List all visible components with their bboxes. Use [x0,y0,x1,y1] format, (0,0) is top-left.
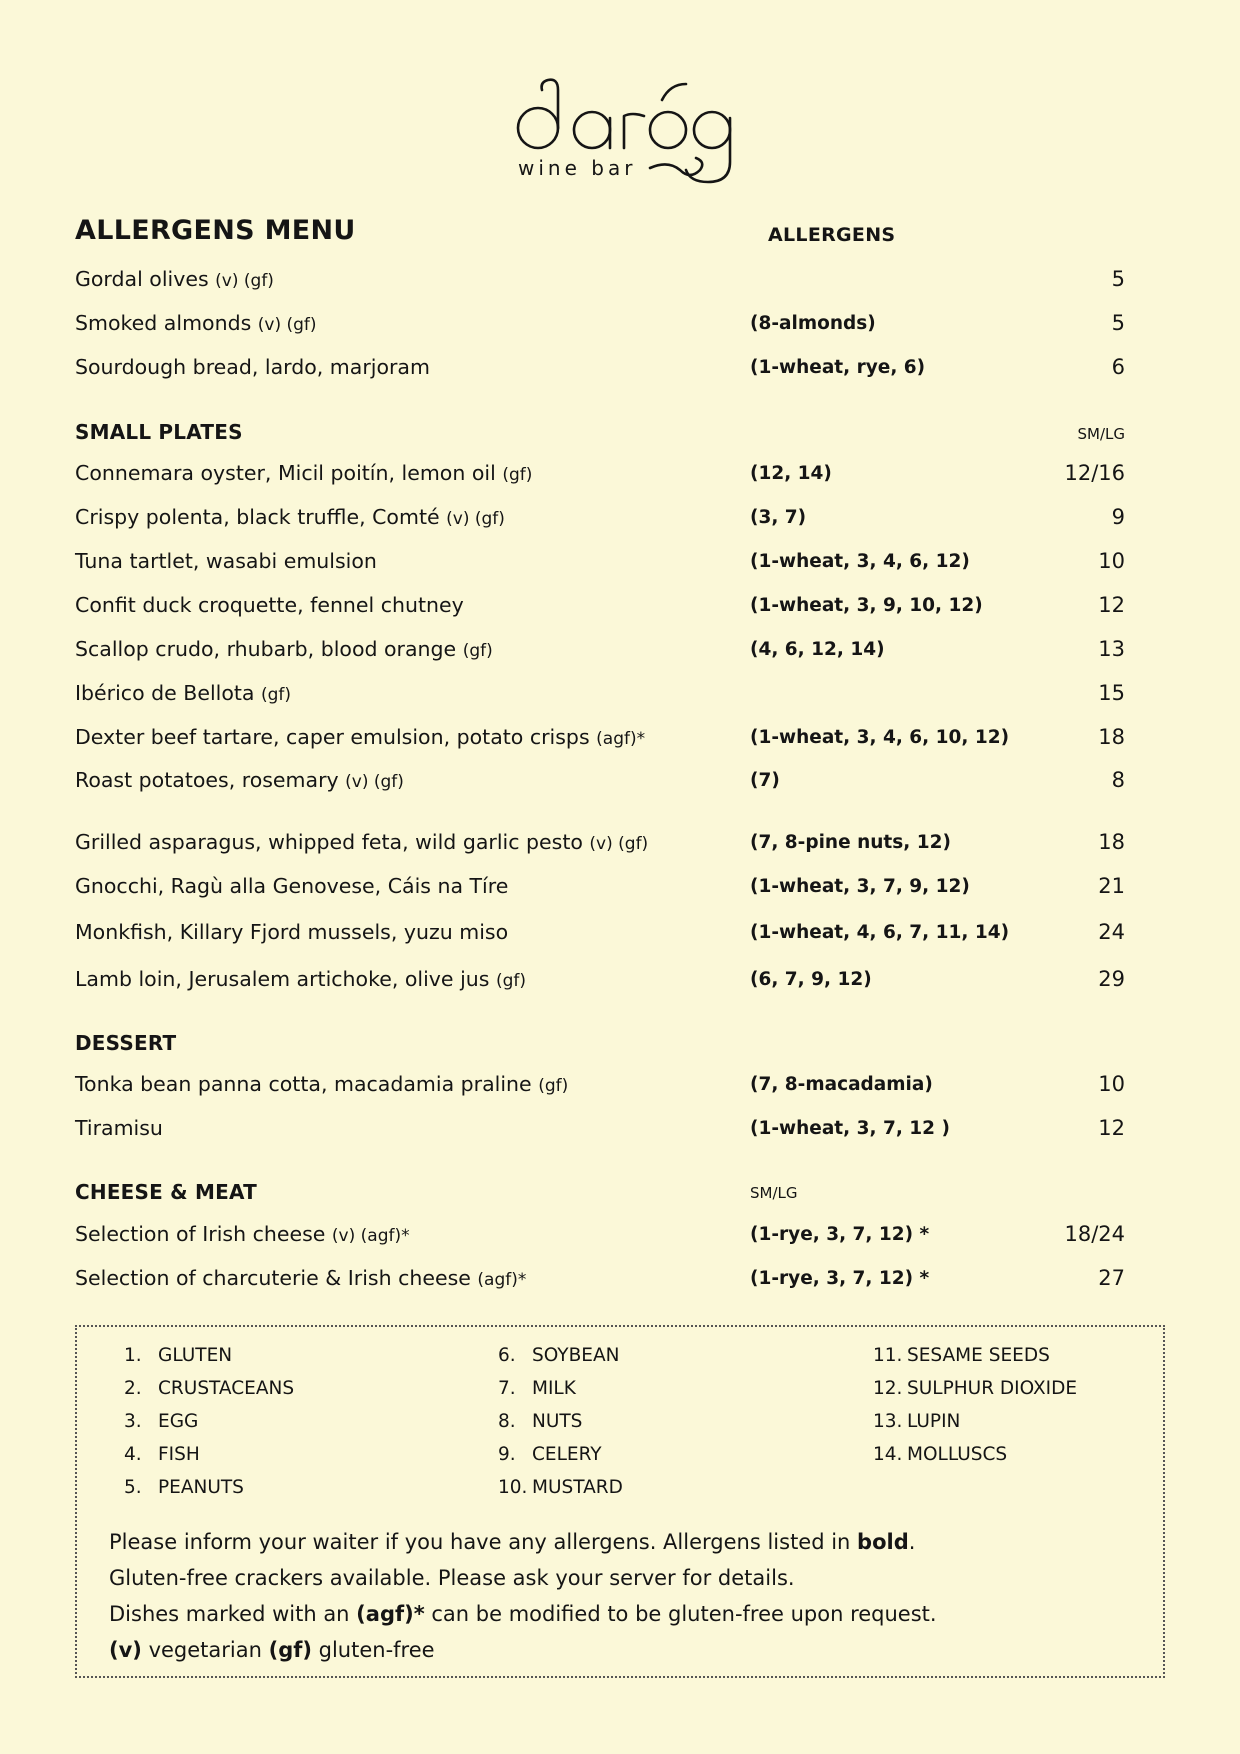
legend-item: 8. NUTS [498,1411,583,1432]
dish-price: 12/16 [1064,461,1125,485]
menu-row [75,1116,1125,1146]
dish-tags: (v) (gf) [446,509,505,529]
legend-note-key: (v) vegetarian (gf) gluten-free [109,1638,435,1662]
dish-name: Tonka bean panna cotta, macadamia praline (gf) [75,1072,569,1096]
menu-row [75,1222,1125,1252]
dish-allergens: (3, 7) [750,507,807,528]
dish-name: Roast potatoes, rosemary (v) (gf) [75,768,404,792]
dish-tags: (gf) [462,641,493,661]
darog-logo [500,70,740,200]
dish-price: 21 [1098,874,1125,898]
dish-allergens: (12, 14) [750,463,832,484]
dish-allergens: (6, 7, 9, 12) [750,969,872,990]
page-title: ALLERGENS MENU [75,215,356,246]
dish-tags: (agf)* [477,1270,527,1290]
menu-row [75,681,1125,711]
dish-price: 12 [1098,593,1125,617]
dish-name: Tiramisu [75,1116,163,1140]
menu-row [75,967,1125,997]
dish-allergens: (1-rye, 3, 7, 12) * [750,1224,930,1245]
menu-row [75,311,1125,341]
menu-row [75,355,1125,385]
dish-name: Ibérico de Bellota (gf) [75,681,292,705]
section-heading-cheese-meat: CHEESE & MEAT [75,1180,257,1204]
dish-price: 6 [1111,355,1125,379]
dish-name: Gnocchi, Ragù alla Genovese, Cáis na Tíre [75,874,509,898]
dish-price: 27 [1098,1266,1125,1290]
dish-allergens: (1-wheat, 3, 7, 12 ) [750,1118,950,1139]
legend-item: 13. LUPIN [873,1411,961,1432]
dish-price: 18 [1098,830,1125,854]
dish-tags: (v) (gf) [215,271,274,291]
dish-price: 9 [1111,505,1125,529]
dish-name: Selection of charcuterie & Irish cheese (agf)* [75,1266,527,1290]
menu-row [75,768,1125,798]
dish-name: Lamb loin, Jerusalem artichoke, olive jus (gf) [75,967,526,991]
dish-allergens: (8-almonds) [750,313,876,334]
dish-price: 5 [1111,267,1125,291]
dish-name: Monkfish, Killary Fjord mussels, yuzu miso [75,920,509,944]
dish-allergens: (1-wheat, 3, 4, 6, 10, 12) [750,727,1010,748]
dish-name: Connemara oyster, Micil poitín, lemon oil (gf) [75,461,533,485]
dish-name: Selection of Irish cheese (v) (agf)* [75,1222,410,1246]
dish-name: Scallop crudo, rhubarb, blood orange (gf) [75,637,493,661]
darog-wordmark-icon [500,70,740,200]
dish-tags: (agf)* [596,729,646,749]
dish-price: 24 [1098,920,1125,944]
dish-allergens: (7, 8-pine nuts, 12) [750,832,951,853]
dish-name: Confit duck croquette, fennel chutney [75,593,464,617]
dish-tags: (v) (gf) [345,772,404,792]
dish-price: 8 [1111,768,1125,792]
legend-item: 6. SOYBEAN [498,1345,620,1366]
legend-item: 9. CELERY [498,1444,602,1465]
menu-row [75,461,1125,491]
legend-column [873,1345,1077,1477]
section-heading-small-plates: SMALL PLATES [75,420,243,444]
dish-price: 10 [1098,1072,1125,1096]
legend-item: 11. SESAME SEEDS [873,1345,1050,1366]
dish-name: Tuna tartlet, wasabi emulsion [75,549,377,573]
dish-price: 12 [1098,1116,1125,1140]
legend-note-agf: Dishes marked with an (agf)* can be modified to be gluten-free upon request. [109,1602,937,1626]
dish-name: Grilled asparagus, whipped feta, wild garlic pesto (v) (gf) [75,830,649,854]
dish-allergens: (1-wheat, 3, 4, 6, 12) [750,551,970,572]
dish-allergens: (4, 6, 12, 14) [750,639,885,660]
dish-price: 15 [1098,681,1125,705]
allergens-column-heading: ALLERGENS [768,224,896,246]
dish-allergens: (1-wheat, rye, 6) [750,357,926,378]
menu-row [75,874,1125,904]
menu-row [75,830,1125,860]
menu-row [75,1266,1125,1296]
menu-row [75,593,1125,623]
dish-price: 29 [1098,967,1125,991]
dish-tags: (v) (gf) [589,834,649,854]
menu-row [75,267,1125,297]
legend-item: 1. GLUTEN [124,1345,233,1366]
legend-item: 10. MUSTARD [498,1477,623,1498]
legend-item: 12. SULPHUR DIOXIDE [873,1378,1078,1399]
size-label: SM/LG [1077,425,1125,443]
legend-item: 3. EGG [124,1411,199,1432]
dish-price: 13 [1098,637,1125,661]
dish-name: Crispy polenta, black truffle, Comté (v) (gf) [75,505,505,529]
dish-tags: (gf) [495,971,526,991]
dish-allergens: (1-wheat, 4, 6, 7, 11, 14) [750,922,1010,943]
dish-price: 18 [1098,725,1125,749]
menu-row [75,1072,1125,1102]
menu-row [75,505,1125,535]
dish-price: 10 [1098,549,1125,573]
legend-item: 5. PEANUTS [124,1477,244,1498]
menu-row [75,920,1125,950]
dish-tags: (gf) [538,1076,569,1096]
dish-allergens: (1-rye, 3, 7, 12) * [750,1268,930,1289]
legend-note-allergens: Please inform your waiter if you have any allergens. Allergens listed in bold. [109,1530,916,1554]
legend-note-crackers: Gluten-free crackers available. Please ask your server for details. [109,1566,795,1590]
section-heading-dessert: DESSERT [75,1031,177,1055]
dish-tags: (gf) [502,465,533,485]
legend-item: 4. FISH [124,1444,200,1465]
logo-subtitle: wine bar [518,156,637,180]
legend-item: 7. MILK [498,1378,576,1399]
dish-price: 18/24 [1064,1222,1125,1246]
dish-name: Gordal olives (v) (gf) [75,267,274,291]
size-label: SM/LG [750,1184,798,1202]
dish-tags: (v) (agf)* [331,1226,410,1246]
legend-column [498,1345,623,1510]
dish-price: 5 [1111,311,1125,335]
menu-row [75,637,1125,667]
dish-name: Smoked almonds (v) (gf) [75,311,317,335]
dish-allergens: (1-wheat, 3, 7, 9, 12) [750,876,970,897]
dish-name: Sourdough bread, lardo, marjoram [75,355,430,379]
menu-row [75,725,1125,755]
legend-item: 2. CRUSTACEANS [124,1378,295,1399]
legend-item: 14. MOLLUSCS [873,1444,1008,1465]
menu-row [75,549,1125,579]
dish-allergens: (7) [750,770,780,791]
dish-name: Dexter beef tartare, caper emulsion, potato crisps (agf)* [75,725,646,749]
dish-tags: (gf) [261,685,292,705]
allergen-legend [75,1325,1165,1678]
dish-allergens: (1-wheat, 3, 9, 10, 12) [750,595,983,616]
dish-tags: (v) (gf) [257,315,317,335]
dish-allergens: (7, 8-macadamia) [750,1074,933,1095]
legend-column [124,1345,294,1510]
